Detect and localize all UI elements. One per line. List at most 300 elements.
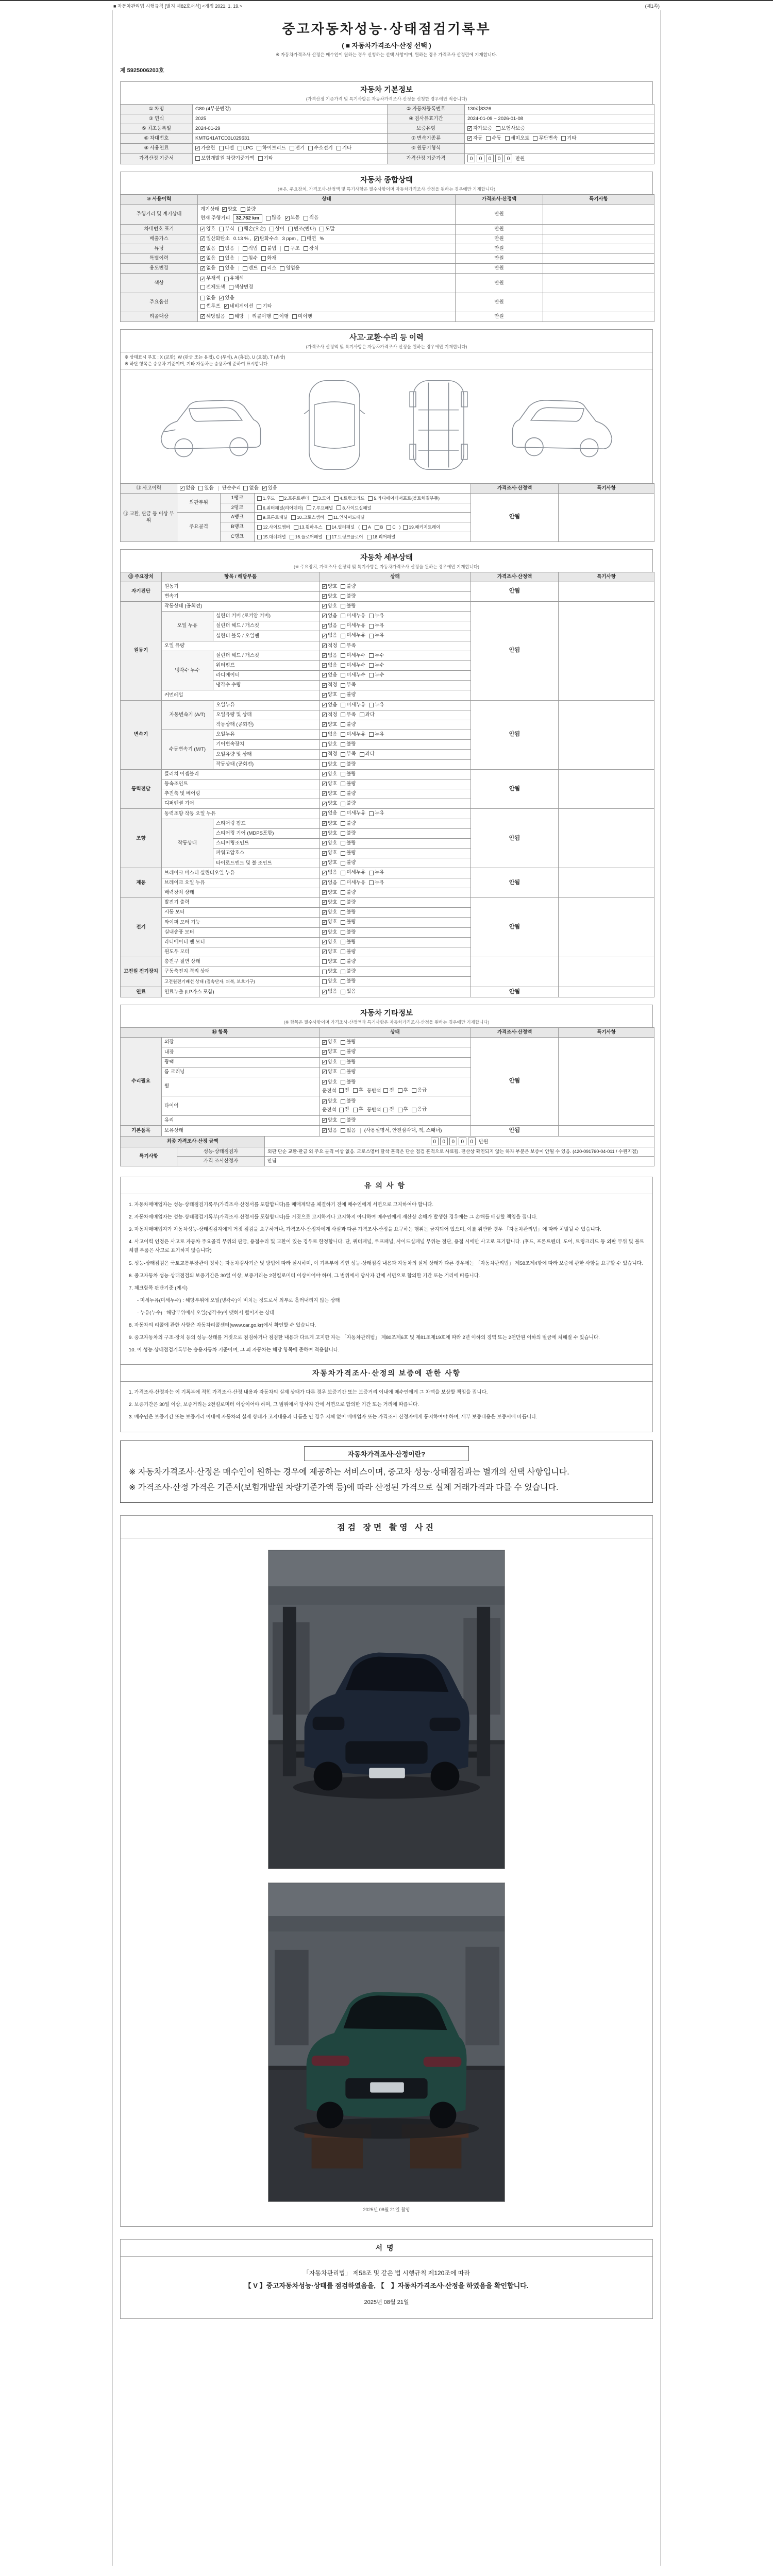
checkbox-일산화탄소[interactable] bbox=[200, 235, 230, 243]
checkbox-누수[interactable] bbox=[369, 652, 384, 659]
checkbox-불법[interactable] bbox=[261, 245, 276, 252]
checkbox-불량[interactable] bbox=[341, 583, 356, 590]
checkbox-보험사보증[interactable] bbox=[496, 125, 525, 132]
checkbox-불량[interactable] bbox=[341, 820, 356, 827]
checkbox-적음[interactable] bbox=[304, 214, 318, 222]
checkbox-불량[interactable] bbox=[341, 830, 356, 837]
checkbox-변조(변타)[interactable] bbox=[288, 226, 316, 233]
checkbox-불량[interactable] bbox=[341, 1069, 356, 1076]
checkbox-양호[interactable] bbox=[322, 1098, 337, 1105]
checkbox-부족[interactable] bbox=[341, 642, 356, 650]
checkbox-없음[interactable] bbox=[180, 485, 195, 492]
checkbox-누유[interactable] bbox=[369, 810, 384, 817]
checkbox-불량[interactable] bbox=[341, 909, 356, 916]
checkbox-group-cell bbox=[198, 312, 456, 322]
checkbox-불량[interactable] bbox=[341, 800, 356, 807]
checkbox-해당[interactable] bbox=[229, 313, 244, 320]
checkbox-불량[interactable] bbox=[341, 1079, 356, 1086]
checkbox-14.필러패널[interactable] bbox=[326, 524, 355, 530]
checkbox-18.리어패널[interactable] bbox=[367, 534, 396, 540]
checkbox-label: 양호 bbox=[328, 1117, 338, 1123]
checkbox-불량[interactable] bbox=[341, 899, 356, 906]
checkbox-checked-icon: ✓ bbox=[323, 672, 327, 678]
checkbox-양호[interactable] bbox=[322, 583, 337, 590]
checkbox-썬루프[interactable] bbox=[200, 303, 221, 310]
text-cell bbox=[543, 254, 654, 264]
checkbox-group-cell bbox=[198, 224, 456, 234]
checkbox-label: 불량 bbox=[346, 948, 356, 955]
checkbox-empty-icon bbox=[304, 216, 308, 221]
checkbox-부족[interactable] bbox=[341, 751, 356, 758]
checkbox-없음[interactable] bbox=[322, 672, 337, 679]
checkbox-후[interactable] bbox=[353, 1087, 363, 1094]
checkbox-기타[interactable] bbox=[258, 155, 273, 162]
checkbox-group-cell bbox=[320, 582, 471, 591]
checkbox-전[interactable] bbox=[383, 1087, 394, 1094]
checkbox-없음[interactable] bbox=[322, 810, 337, 817]
checkbox-전기[interactable] bbox=[290, 145, 305, 152]
checkbox-empty-icon bbox=[224, 277, 229, 281]
checkbox-양호[interactable] bbox=[322, 1039, 337, 1046]
checkbox-8.사이드실패널[interactable] bbox=[337, 505, 371, 511]
checkbox-있음[interactable] bbox=[341, 988, 356, 995]
checkbox-checked-icon: ✓ bbox=[323, 682, 327, 688]
checkbox-양호[interactable] bbox=[322, 948, 337, 956]
checkbox-있음[interactable] bbox=[262, 485, 277, 492]
checkbox-기타[interactable] bbox=[561, 135, 576, 142]
checkbox-불량[interactable] bbox=[341, 1117, 356, 1124]
checkbox-구조[interactable] bbox=[284, 245, 299, 252]
checkbox-label: 불량 bbox=[346, 1098, 356, 1105]
checkbox-label: 미세누유 bbox=[346, 732, 366, 738]
checkbox-불량[interactable] bbox=[341, 771, 356, 778]
checkbox-group-cell bbox=[320, 681, 471, 690]
checkbox-label: 적음 bbox=[309, 215, 319, 221]
checkbox-자동[interactable] bbox=[467, 135, 482, 142]
checkbox-양호[interactable] bbox=[322, 978, 337, 985]
checkbox-미세누수[interactable] bbox=[341, 652, 365, 659]
checkbox-group-cell bbox=[320, 720, 471, 730]
checkbox-5.라디에이터서포트(볼트체결부품)[interactable] bbox=[368, 495, 440, 501]
checkbox-무단변속[interactable] bbox=[533, 135, 558, 142]
checkbox-적정[interactable] bbox=[322, 751, 337, 758]
table-row bbox=[121, 133, 654, 143]
checkbox-침수[interactable] bbox=[243, 255, 258, 262]
checkbox-하이브리드[interactable] bbox=[257, 145, 286, 152]
checkbox-10.크로스멤버[interactable] bbox=[291, 514, 324, 520]
checkbox-적정[interactable] bbox=[322, 642, 337, 650]
checkbox-탄화수소[interactable] bbox=[254, 235, 279, 243]
checkbox-누유[interactable] bbox=[369, 879, 384, 887]
checkbox-label: 전 bbox=[344, 1107, 349, 1113]
checkbox-없음[interactable] bbox=[200, 245, 215, 252]
checkbox-없음[interactable] bbox=[243, 485, 258, 492]
checkbox-적정[interactable] bbox=[322, 711, 337, 719]
checkbox-후[interactable] bbox=[398, 1087, 408, 1094]
checkbox-누유[interactable] bbox=[369, 731, 384, 738]
checkbox-없음[interactable] bbox=[322, 613, 337, 620]
checkbox-과다[interactable] bbox=[360, 711, 375, 719]
checkbox-불량[interactable] bbox=[341, 781, 356, 788]
table-row bbox=[121, 601, 654, 611]
checkbox-누유[interactable] bbox=[369, 702, 384, 709]
checkbox-응급[interactable] bbox=[412, 1087, 427, 1094]
inspection-photo-front bbox=[268, 1550, 505, 1869]
checkbox-양호[interactable] bbox=[322, 850, 337, 857]
checkbox-group-cell bbox=[198, 254, 456, 264]
checkbox-응급[interactable] bbox=[412, 1106, 427, 1113]
checkbox-6.쿼터패널(리어펜더)[interactable] bbox=[257, 505, 303, 511]
checkbox-부족[interactable] bbox=[341, 682, 356, 689]
row-label: ⑫ 교환, 판금 등 이상 부위 bbox=[121, 493, 177, 541]
checkbox-양호[interactable] bbox=[322, 790, 337, 798]
checkbox-empty-icon bbox=[369, 732, 374, 737]
checkbox-없음[interactable] bbox=[322, 652, 337, 659]
checkbox-없음[interactable] bbox=[200, 255, 215, 262]
table-row bbox=[121, 143, 654, 153]
checkbox-양호[interactable] bbox=[322, 830, 337, 837]
checkbox-checked-icon: ✓ bbox=[323, 860, 327, 866]
checkbox-양호[interactable] bbox=[322, 1069, 337, 1076]
checkbox-디젤[interactable] bbox=[219, 145, 234, 152]
checkbox-미세누유[interactable] bbox=[341, 731, 365, 738]
checkbox-보통[interactable] bbox=[285, 214, 300, 222]
checkbox-empty-icon bbox=[369, 871, 374, 875]
checkbox-불량[interactable] bbox=[341, 593, 356, 600]
checkbox-후[interactable] bbox=[398, 1106, 408, 1113]
checkbox-후[interactable] bbox=[353, 1106, 363, 1113]
checkbox-label: 양호 bbox=[328, 781, 338, 787]
checkbox-누수[interactable] bbox=[369, 662, 384, 669]
checkbox-11.인사이드패널[interactable] bbox=[328, 514, 364, 520]
checkbox-수동[interactable] bbox=[486, 135, 501, 142]
checkbox-empty-icon bbox=[341, 703, 345, 707]
checkbox-A[interactable] bbox=[362, 524, 371, 530]
document-number: 제 5925006203호 bbox=[120, 67, 164, 74]
checkbox-미세누유[interactable] bbox=[341, 879, 365, 887]
checkbox-label: 적정 bbox=[328, 682, 338, 688]
checkbox-불량[interactable] bbox=[341, 919, 356, 926]
checkbox-많음[interactable] bbox=[266, 214, 281, 222]
checkbox-불량[interactable] bbox=[241, 206, 256, 213]
checkbox-자가보증[interactable] bbox=[467, 125, 492, 132]
checkbox-empty-icon bbox=[341, 772, 345, 776]
checkbox-불량[interactable] bbox=[341, 948, 356, 956]
checkbox-영업용[interactable] bbox=[280, 265, 300, 272]
checkbox-양호[interactable] bbox=[322, 1048, 337, 1056]
checkbox-양호[interactable] bbox=[322, 919, 337, 926]
checkbox-없음[interactable] bbox=[322, 632, 337, 639]
checkbox-B[interactable] bbox=[375, 524, 383, 530]
checkbox-불량[interactable] bbox=[341, 1048, 356, 1056]
checkbox-있음[interactable] bbox=[219, 295, 234, 302]
checkbox-양호[interactable] bbox=[322, 781, 337, 788]
checkbox-양호[interactable] bbox=[322, 1117, 337, 1124]
checkbox-9.프론트패널[interactable] bbox=[257, 514, 288, 520]
checkbox-무채색[interactable] bbox=[200, 275, 221, 282]
comprehensive-subtitle: (※은, 주요장치, 가격조사·산정액 및 특기사항은 필수사항이며 자동차가격조사·산정을 원하는 경우에만 기재합니다) bbox=[277, 186, 496, 192]
checkbox-불량[interactable] bbox=[341, 939, 356, 946]
checkbox-불량[interactable] bbox=[341, 741, 356, 748]
checkbox-전[interactable] bbox=[383, 1106, 394, 1113]
checkbox-양호[interactable] bbox=[322, 721, 337, 728]
checkbox-13.휠하우스[interactable] bbox=[294, 524, 323, 530]
checkbox-수소전기[interactable] bbox=[308, 145, 333, 152]
row-label: 주행거리 및 계기상태 bbox=[121, 204, 198, 224]
checkbox-label: 부족 bbox=[346, 642, 356, 649]
checkbox-empty-icon bbox=[195, 156, 200, 161]
checkbox-이행[interactable] bbox=[274, 313, 289, 320]
checkbox-보험개발원 차량기준가액[interactable] bbox=[195, 155, 255, 162]
checkbox-불량[interactable] bbox=[341, 929, 356, 936]
text-cell bbox=[543, 234, 654, 244]
checkbox-양호[interactable] bbox=[200, 226, 215, 233]
checkbox-장치[interactable] bbox=[304, 245, 318, 252]
checkbox-없음[interactable] bbox=[322, 869, 337, 876]
checkbox-불량[interactable] bbox=[341, 691, 356, 699]
checkbox-누유[interactable] bbox=[369, 869, 384, 876]
checkbox-누수[interactable] bbox=[369, 672, 384, 679]
checkbox-없음[interactable] bbox=[322, 988, 337, 995]
checkbox-group-cell bbox=[320, 898, 471, 908]
checkbox-양호[interactable] bbox=[322, 899, 337, 906]
row-label: ② 자동차등록번호 bbox=[388, 105, 465, 114]
checkbox-양호[interactable] bbox=[322, 859, 337, 867]
checkbox-19.패키지트레이[interactable] bbox=[403, 524, 440, 530]
text-cell: 만원 bbox=[456, 204, 543, 224]
checkbox-없음[interactable] bbox=[200, 265, 215, 272]
checkbox-누유[interactable] bbox=[369, 632, 384, 639]
checkbox-전[interactable] bbox=[339, 1106, 349, 1113]
checkbox-미세누유[interactable] bbox=[341, 702, 365, 709]
checkbox-label: 양호 bbox=[328, 1049, 338, 1055]
checkbox-checked-icon: ✓ bbox=[323, 712, 327, 718]
row-label: ⑪ 사고이력 bbox=[121, 483, 177, 493]
checkbox-12.사이드멤버[interactable] bbox=[257, 524, 290, 530]
checkbox-기타[interactable] bbox=[337, 145, 351, 152]
checkbox-색상변경[interactable] bbox=[229, 284, 254, 291]
checkbox-label: 없음 bbox=[328, 870, 338, 876]
checkbox-불량[interactable] bbox=[341, 859, 356, 867]
checkbox-없음[interactable] bbox=[322, 731, 337, 738]
checkbox-양호[interactable] bbox=[322, 691, 337, 699]
checkbox-없음[interactable] bbox=[322, 622, 337, 630]
checkbox-3.도어[interactable] bbox=[313, 495, 331, 501]
checkbox-empty-icon bbox=[284, 246, 289, 251]
checkbox-group-cell bbox=[465, 133, 654, 143]
checkbox-미세누유[interactable] bbox=[341, 632, 365, 639]
checkbox-없음[interactable] bbox=[322, 702, 337, 709]
checkbox-부족[interactable] bbox=[341, 711, 356, 719]
checkbox-양호[interactable] bbox=[322, 909, 337, 916]
checkbox-네비게이션[interactable] bbox=[224, 303, 254, 310]
checkbox-1.후드[interactable] bbox=[257, 495, 275, 501]
car-diagram-top-view bbox=[295, 375, 374, 478]
checkbox-적정[interactable] bbox=[322, 682, 337, 689]
checkbox-LPG[interactable] bbox=[238, 145, 253, 152]
checkbox-label: 없음 bbox=[206, 256, 216, 262]
checkbox-15.대쉬패널[interactable] bbox=[257, 534, 286, 540]
checkbox-없음[interactable] bbox=[341, 1127, 356, 1134]
checkbox-16.플로어패널[interactable] bbox=[290, 534, 323, 540]
checkbox-양호[interactable] bbox=[322, 1059, 337, 1066]
checkbox-양호[interactable] bbox=[322, 939, 337, 946]
checkbox-기타[interactable] bbox=[257, 303, 272, 310]
checkbox-label: 불량 bbox=[346, 840, 356, 846]
text-cell: 냉각수 누수 bbox=[162, 651, 213, 690]
checkbox-미세누수[interactable] bbox=[341, 662, 365, 669]
checkbox-상이[interactable] bbox=[270, 226, 284, 233]
checkbox-화재[interactable] bbox=[261, 255, 276, 262]
checkbox-label: A bbox=[368, 524, 371, 530]
checkbox-양호[interactable] bbox=[222, 206, 237, 213]
checkbox-있음[interactable] bbox=[219, 255, 234, 262]
checkbox-group-cell bbox=[320, 908, 471, 918]
checkbox-label: 미세누유 bbox=[346, 810, 366, 817]
checkbox-양호[interactable] bbox=[322, 741, 337, 748]
checkbox-empty-icon bbox=[369, 880, 374, 885]
checkbox-미세누유[interactable] bbox=[341, 869, 365, 876]
checkbox-해당없음[interactable] bbox=[200, 313, 225, 320]
checkbox-양호[interactable] bbox=[322, 771, 337, 778]
price-appraisal-info-box bbox=[120, 1440, 653, 1503]
checkbox-양호[interactable] bbox=[322, 1079, 337, 1086]
checkbox-세미오토[interactable] bbox=[505, 135, 530, 142]
checkbox-양호[interactable] bbox=[322, 761, 337, 768]
checkbox-C[interactable] bbox=[386, 524, 395, 530]
checkbox-없음[interactable] bbox=[322, 879, 337, 887]
checkbox-불량[interactable] bbox=[341, 1098, 356, 1105]
checkbox-부식[interactable] bbox=[219, 226, 234, 233]
checkbox-누유[interactable] bbox=[369, 613, 384, 620]
checkbox-불량[interactable] bbox=[341, 889, 356, 896]
checkbox-매연[interactable] bbox=[301, 235, 316, 243]
checkbox-누유[interactable] bbox=[369, 622, 384, 630]
checkbox-empty-icon bbox=[341, 1070, 345, 1074]
checkbox-label: 불량 bbox=[346, 791, 356, 797]
checkbox-유채색[interactable] bbox=[224, 275, 244, 282]
checkbox-label: 적정 bbox=[328, 711, 338, 718]
checkbox-empty-icon bbox=[383, 1088, 388, 1093]
checkbox-empty-icon bbox=[257, 535, 262, 539]
checkbox-미세누유[interactable] bbox=[341, 810, 365, 817]
signature-law-line: 「자동차관리법」 제58조 및 같은 법 시행규칙 제120조에 따라 bbox=[303, 2269, 470, 2277]
checkbox-불량[interactable] bbox=[341, 603, 356, 610]
checkbox-empty-icon bbox=[241, 207, 245, 212]
checkbox-empty-icon bbox=[328, 515, 332, 520]
text-cell bbox=[559, 987, 654, 997]
checkbox-불량[interactable] bbox=[341, 968, 356, 975]
checkbox-empty-icon bbox=[341, 791, 345, 796]
checkbox-훼손(오손)[interactable] bbox=[238, 226, 266, 233]
checkbox-empty-icon bbox=[219, 246, 224, 251]
page-marker: (제1쪽) bbox=[645, 4, 660, 9]
checkbox-미이행[interactable] bbox=[292, 313, 312, 320]
checkbox-양호[interactable] bbox=[322, 840, 337, 847]
checkbox-전[interactable] bbox=[339, 1087, 349, 1094]
checkbox-label: 양호 bbox=[328, 771, 338, 777]
checkbox-line bbox=[200, 302, 452, 311]
checkbox-양호[interactable] bbox=[322, 889, 337, 896]
checkbox-불량[interactable] bbox=[341, 958, 356, 965]
checkbox-불량[interactable] bbox=[341, 790, 356, 798]
checkbox-양호[interactable] bbox=[322, 929, 337, 936]
checkbox-없음[interactable] bbox=[200, 295, 215, 302]
checkbox-없음[interactable] bbox=[322, 662, 337, 669]
checkbox-있음[interactable] bbox=[219, 265, 234, 272]
checkbox-checked-icon: ✓ bbox=[323, 1117, 327, 1123]
checkbox-도말[interactable] bbox=[320, 226, 334, 233]
checkbox-불량[interactable] bbox=[341, 978, 356, 985]
checkbox-7.루프패널[interactable] bbox=[307, 505, 333, 511]
text-cell bbox=[559, 582, 654, 601]
checkbox-있음[interactable] bbox=[219, 245, 234, 252]
checkbox-미세누수[interactable] bbox=[341, 672, 365, 679]
text-cell: 상태 bbox=[320, 572, 471, 582]
checkbox-17.트렁크플로어[interactable] bbox=[326, 534, 363, 540]
checkbox-불량[interactable] bbox=[341, 721, 356, 728]
text-cell: 냉각수 수량 bbox=[213, 681, 320, 690]
checkbox-과다[interactable] bbox=[360, 751, 375, 758]
checkbox-label: 불량 bbox=[346, 721, 356, 727]
checkbox-group-cell bbox=[320, 612, 471, 621]
checkbox-group-cell bbox=[320, 918, 471, 927]
checkbox-전체도색[interactable] bbox=[200, 284, 225, 291]
checkbox-양호[interactable] bbox=[322, 958, 337, 965]
section-detail-condition bbox=[120, 549, 653, 998]
checkbox-렌트[interactable] bbox=[243, 265, 258, 272]
checkbox-4.트렁크리드[interactable] bbox=[334, 495, 364, 501]
checkbox-미세누유[interactable] bbox=[341, 613, 365, 620]
checkbox-있음[interactable] bbox=[198, 485, 213, 492]
checkbox-양호[interactable] bbox=[322, 593, 337, 600]
checkbox-label: 양호 bbox=[328, 929, 338, 935]
checkbox-불량[interactable] bbox=[341, 1039, 356, 1046]
checkbox-label: 불량 bbox=[346, 959, 356, 965]
checkbox-2.프론트펜더[interactable] bbox=[279, 495, 309, 501]
checkbox-리스[interactable] bbox=[261, 265, 276, 272]
checkbox-불량[interactable] bbox=[341, 850, 356, 857]
row-label: 가격산정 기준서 bbox=[121, 154, 193, 164]
checkbox-불량[interactable] bbox=[341, 840, 356, 847]
warranty-title: 자동차가격조사·산정의 보증에 관한 사항 bbox=[121, 1364, 652, 1382]
amount-digit: 0 bbox=[486, 155, 494, 162]
checkbox-checked-icon: ✓ bbox=[323, 692, 327, 698]
checkbox-empty-icon bbox=[369, 653, 374, 658]
checkbox-있음[interactable] bbox=[322, 1127, 337, 1134]
checkbox-label: 없음 bbox=[328, 702, 338, 708]
checkbox-empty-icon bbox=[290, 535, 294, 539]
checkbox-group-cell bbox=[320, 828, 471, 838]
checkbox-empty-icon bbox=[322, 732, 327, 737]
checkbox-empty-icon bbox=[341, 920, 345, 925]
checkbox-label: 네비게이션 bbox=[229, 303, 254, 309]
checkbox-양호[interactable] bbox=[322, 603, 337, 610]
checkbox-empty-icon bbox=[322, 762, 327, 767]
checkbox-label: 부족 bbox=[346, 711, 356, 718]
checkbox-불량[interactable] bbox=[341, 1059, 356, 1066]
checkbox-empty-icon bbox=[341, 851, 345, 856]
checkbox-양호[interactable] bbox=[322, 820, 337, 827]
checkbox-양호[interactable] bbox=[322, 968, 337, 975]
text-cell: 자기진단 bbox=[121, 582, 162, 601]
checkbox-미세누유[interactable] bbox=[341, 622, 365, 630]
checkbox-가솔린[interactable] bbox=[195, 145, 215, 152]
checkbox-적법[interactable] bbox=[243, 245, 258, 252]
checkbox-label: 전기 bbox=[295, 145, 305, 151]
checkbox-양호[interactable] bbox=[322, 800, 337, 807]
checkbox-불량[interactable] bbox=[341, 761, 356, 768]
